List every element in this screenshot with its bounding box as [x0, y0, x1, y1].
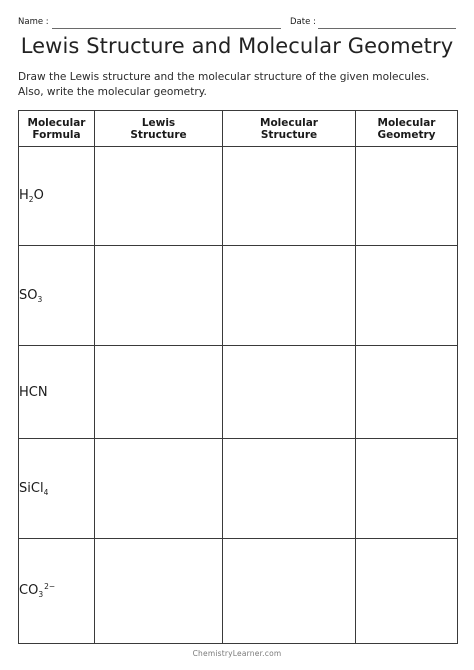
- molecular-structure-cell[interactable]: [223, 345, 356, 439]
- table-header-row: [19, 111, 458, 147]
- formula-cell: $H_2O$: [19, 147, 95, 246]
- formula-cell: $SO_3$: [19, 246, 95, 345]
- date-field[interactable]: [318, 28, 456, 29]
- lewis-structure-cell[interactable]: [95, 538, 223, 643]
- molecular-geometry-cell[interactable]: [356, 439, 458, 538]
- formula-cell: $CO_3^{2-}$: [19, 538, 95, 643]
- molecular-geometry-cell[interactable]: [356, 538, 458, 643]
- formula-cell: SiCl$_4$: [19, 439, 95, 538]
- instructions: Draw the Lewis structure and the molecular structure of the given molecules. Also, write the molecular geometry.: [18, 71, 430, 98]
- worksheet-table: [18, 110, 458, 644]
- date-label: Date :: [290, 17, 316, 27]
- lewis-structure-cell[interactable]: [95, 345, 223, 439]
- molecular-structure-cell[interactable]: [223, 439, 356, 538]
- col-header-molecular-structure: Molecular Structure: [223, 111, 356, 147]
- molecular-geometry-cell[interactable]: [356, 246, 458, 345]
- lewis-structure-cell[interactable]: [95, 147, 223, 246]
- table-row: [19, 538, 458, 643]
- molecular-geometry-cell[interactable]: [356, 147, 458, 246]
- col-header-lewis-structure: Lewis Structure: [95, 111, 223, 147]
- table-row: [19, 246, 458, 345]
- footer-credit: ChemistryLearner.com: [192, 649, 282, 658]
- header-line: [18, 15, 456, 31]
- molecular-geometry-cell[interactable]: [356, 345, 458, 439]
- lewis-structure-cell[interactable]: [95, 439, 223, 538]
- page-title: Lewis Structure and Molecular Geometry: [20, 34, 454, 58]
- lewis-structure-cell[interactable]: [95, 246, 223, 345]
- molecular-structure-cell[interactable]: [223, 246, 356, 345]
- name-field[interactable]: [52, 28, 281, 29]
- table-row: [19, 439, 458, 538]
- col-header-formula: Molecular Formula: [19, 111, 95, 147]
- table-row: [19, 147, 458, 246]
- molecular-structure-cell[interactable]: [223, 538, 356, 643]
- col-header-molecular-geometry: Molecular Geometry: [356, 111, 458, 147]
- table-row: [19, 345, 458, 439]
- formula-cell: HCN: [19, 345, 95, 439]
- molecular-structure-cell[interactable]: [223, 147, 356, 246]
- name-label: Name :: [18, 17, 49, 27]
